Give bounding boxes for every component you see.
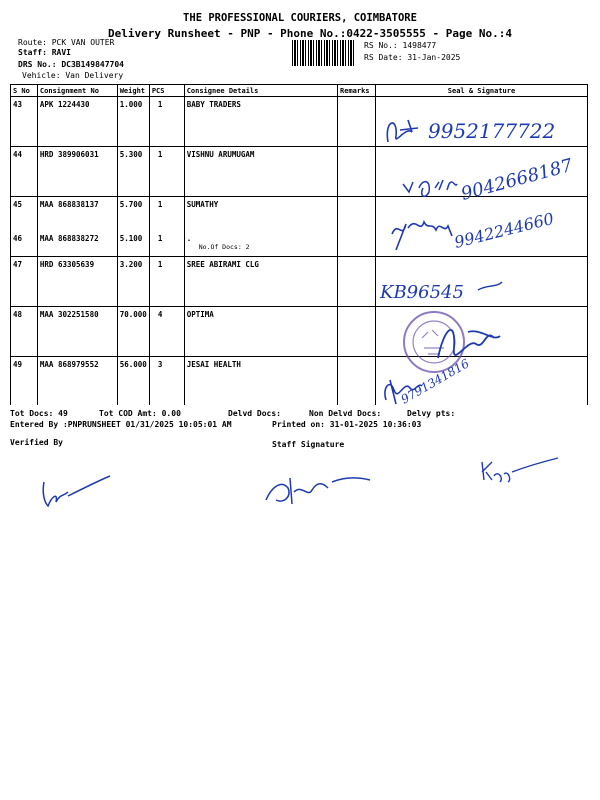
pcs-cell: 1 bbox=[149, 97, 184, 147]
remarks-cell bbox=[338, 97, 376, 147]
signature-row-45-46 bbox=[386, 200, 586, 260]
consignee-cell: SREE ABIRAMI CLG bbox=[184, 257, 337, 307]
delvy-pts: Delvy pts: bbox=[407, 409, 456, 418]
consignment-cell: MAA 868838272 bbox=[37, 231, 117, 257]
signature-row-43 bbox=[378, 112, 588, 152]
rs-date: RS Date: 31-Jan-2025 bbox=[364, 53, 461, 62]
remarks-cell bbox=[338, 257, 376, 307]
tot-cod-amt: Tot COD Amt: 0.00 bbox=[99, 409, 181, 418]
phone-handwriting: 9791341816 bbox=[398, 356, 472, 407]
weight-cell: 56.000 bbox=[117, 357, 149, 405]
phone-handwriting: 9952177722 bbox=[428, 119, 556, 143]
phone-handwriting: 9942244660 bbox=[452, 208, 556, 252]
verified-by-label: Verified By bbox=[10, 438, 63, 447]
staff-signature bbox=[262, 470, 382, 510]
col-signature: Seal & Signature bbox=[375, 85, 587, 97]
signature-row-49 bbox=[380, 356, 490, 408]
receiver-signature bbox=[478, 456, 568, 486]
runsheet-title: Delivery Runsheet - PNP - Phone No.:0422-3505555 - Page No.:4 bbox=[108, 27, 512, 40]
sno-cell: 43 bbox=[11, 97, 38, 147]
verified-by-signature bbox=[38, 472, 118, 512]
signature-row-44 bbox=[395, 148, 595, 208]
tot-docs: Tot Docs: 49 bbox=[10, 409, 68, 418]
consignee-cell: OPTIMA bbox=[184, 307, 337, 357]
sno-cell: 46 bbox=[11, 231, 38, 257]
delvd-docs: Delvd Docs: bbox=[228, 409, 281, 418]
col-remarks: Remarks bbox=[338, 85, 376, 97]
col-consignment: Consignment No bbox=[37, 85, 117, 97]
code-handwriting: KB96545 bbox=[380, 282, 464, 303]
consignment-cell: HRD 389906031 bbox=[37, 147, 117, 197]
remarks-cell bbox=[338, 147, 376, 197]
company-title: THE PROFESSIONAL COURIERS, COIMBATORE bbox=[183, 12, 417, 24]
remarks-cell bbox=[338, 357, 376, 405]
weight-cell: 5.300 bbox=[117, 147, 149, 197]
route-label: Route: PCK VAN OUTER bbox=[18, 38, 115, 47]
sno-cell: 49 bbox=[11, 357, 38, 405]
sno-cell: 45 bbox=[11, 197, 38, 231]
col-sno: S No bbox=[11, 85, 38, 97]
no-of-docs-note: No.Of Docs: 2 bbox=[198, 242, 250, 251]
consignment-cell: MAA 302251580 bbox=[37, 307, 117, 357]
staff-signature-label: Staff Signature bbox=[272, 440, 345, 449]
consignment-cell: APK 1224430 bbox=[37, 97, 117, 147]
weight-cell: 5.100 bbox=[117, 231, 149, 257]
drs-number: DRS No.: DC3B149847704 bbox=[18, 60, 124, 69]
weight-cell: 70.000 bbox=[117, 307, 149, 357]
consignment-cell: HRD 63305639 bbox=[37, 257, 117, 307]
weight-cell: 3.200 bbox=[117, 257, 149, 307]
table-header bbox=[11, 85, 588, 97]
consignment-cell: MAA 868838137 bbox=[37, 197, 117, 231]
consignee-cell: VISHNU ARUMUGAM bbox=[184, 147, 337, 197]
consignee-cell: BABY TRADERS bbox=[184, 97, 337, 147]
consignment-cell: MAA 868979552 bbox=[37, 357, 117, 405]
consignee-cell: JESAI HEALTH bbox=[184, 357, 337, 405]
sno-cell: 47 bbox=[11, 257, 38, 307]
consignee-cell: SUMATHY bbox=[184, 197, 337, 231]
printed-on: Printed on: 31-01-2025 10:36:03 bbox=[272, 420, 422, 429]
phone-handwriting: 9042668187 bbox=[458, 154, 575, 205]
col-pcs: PCS bbox=[149, 85, 184, 97]
consignee-dot: . bbox=[186, 233, 192, 243]
weight-cell: 5.700 bbox=[117, 197, 149, 231]
sno-cell: 44 bbox=[11, 147, 38, 197]
pcs-cell: 1 bbox=[149, 231, 184, 257]
entered-by: Entered By :PNPRUNSHEET 01/31/2025 10:05:01 AM bbox=[10, 420, 232, 429]
remarks-cell bbox=[338, 231, 376, 257]
pcs-cell: 4 bbox=[149, 307, 184, 357]
pcs-cell: 1 bbox=[149, 257, 184, 307]
vehicle-label: Vehicle: Van Delivery bbox=[22, 71, 124, 80]
consignee-cell bbox=[184, 231, 337, 257]
staff-label: Staff: RAVI bbox=[18, 48, 71, 57]
remarks-cell bbox=[338, 307, 376, 357]
pcs-cell: 1 bbox=[149, 147, 184, 197]
weight-cell: 1.000 bbox=[117, 97, 149, 147]
rs-number: RS No.: 1498477 bbox=[364, 41, 437, 50]
col-weight: Weight bbox=[117, 85, 149, 97]
pcs-cell: 3 bbox=[149, 357, 184, 405]
pcs-cell: 1 bbox=[149, 197, 184, 231]
barcode bbox=[292, 40, 354, 66]
non-delvd-docs: Non Delvd Docs: bbox=[309, 409, 382, 418]
signature-row-47 bbox=[378, 274, 528, 308]
col-consignee: Consignee Details bbox=[184, 85, 337, 97]
sno-cell: 48 bbox=[11, 307, 38, 357]
remarks-cell bbox=[338, 197, 376, 231]
